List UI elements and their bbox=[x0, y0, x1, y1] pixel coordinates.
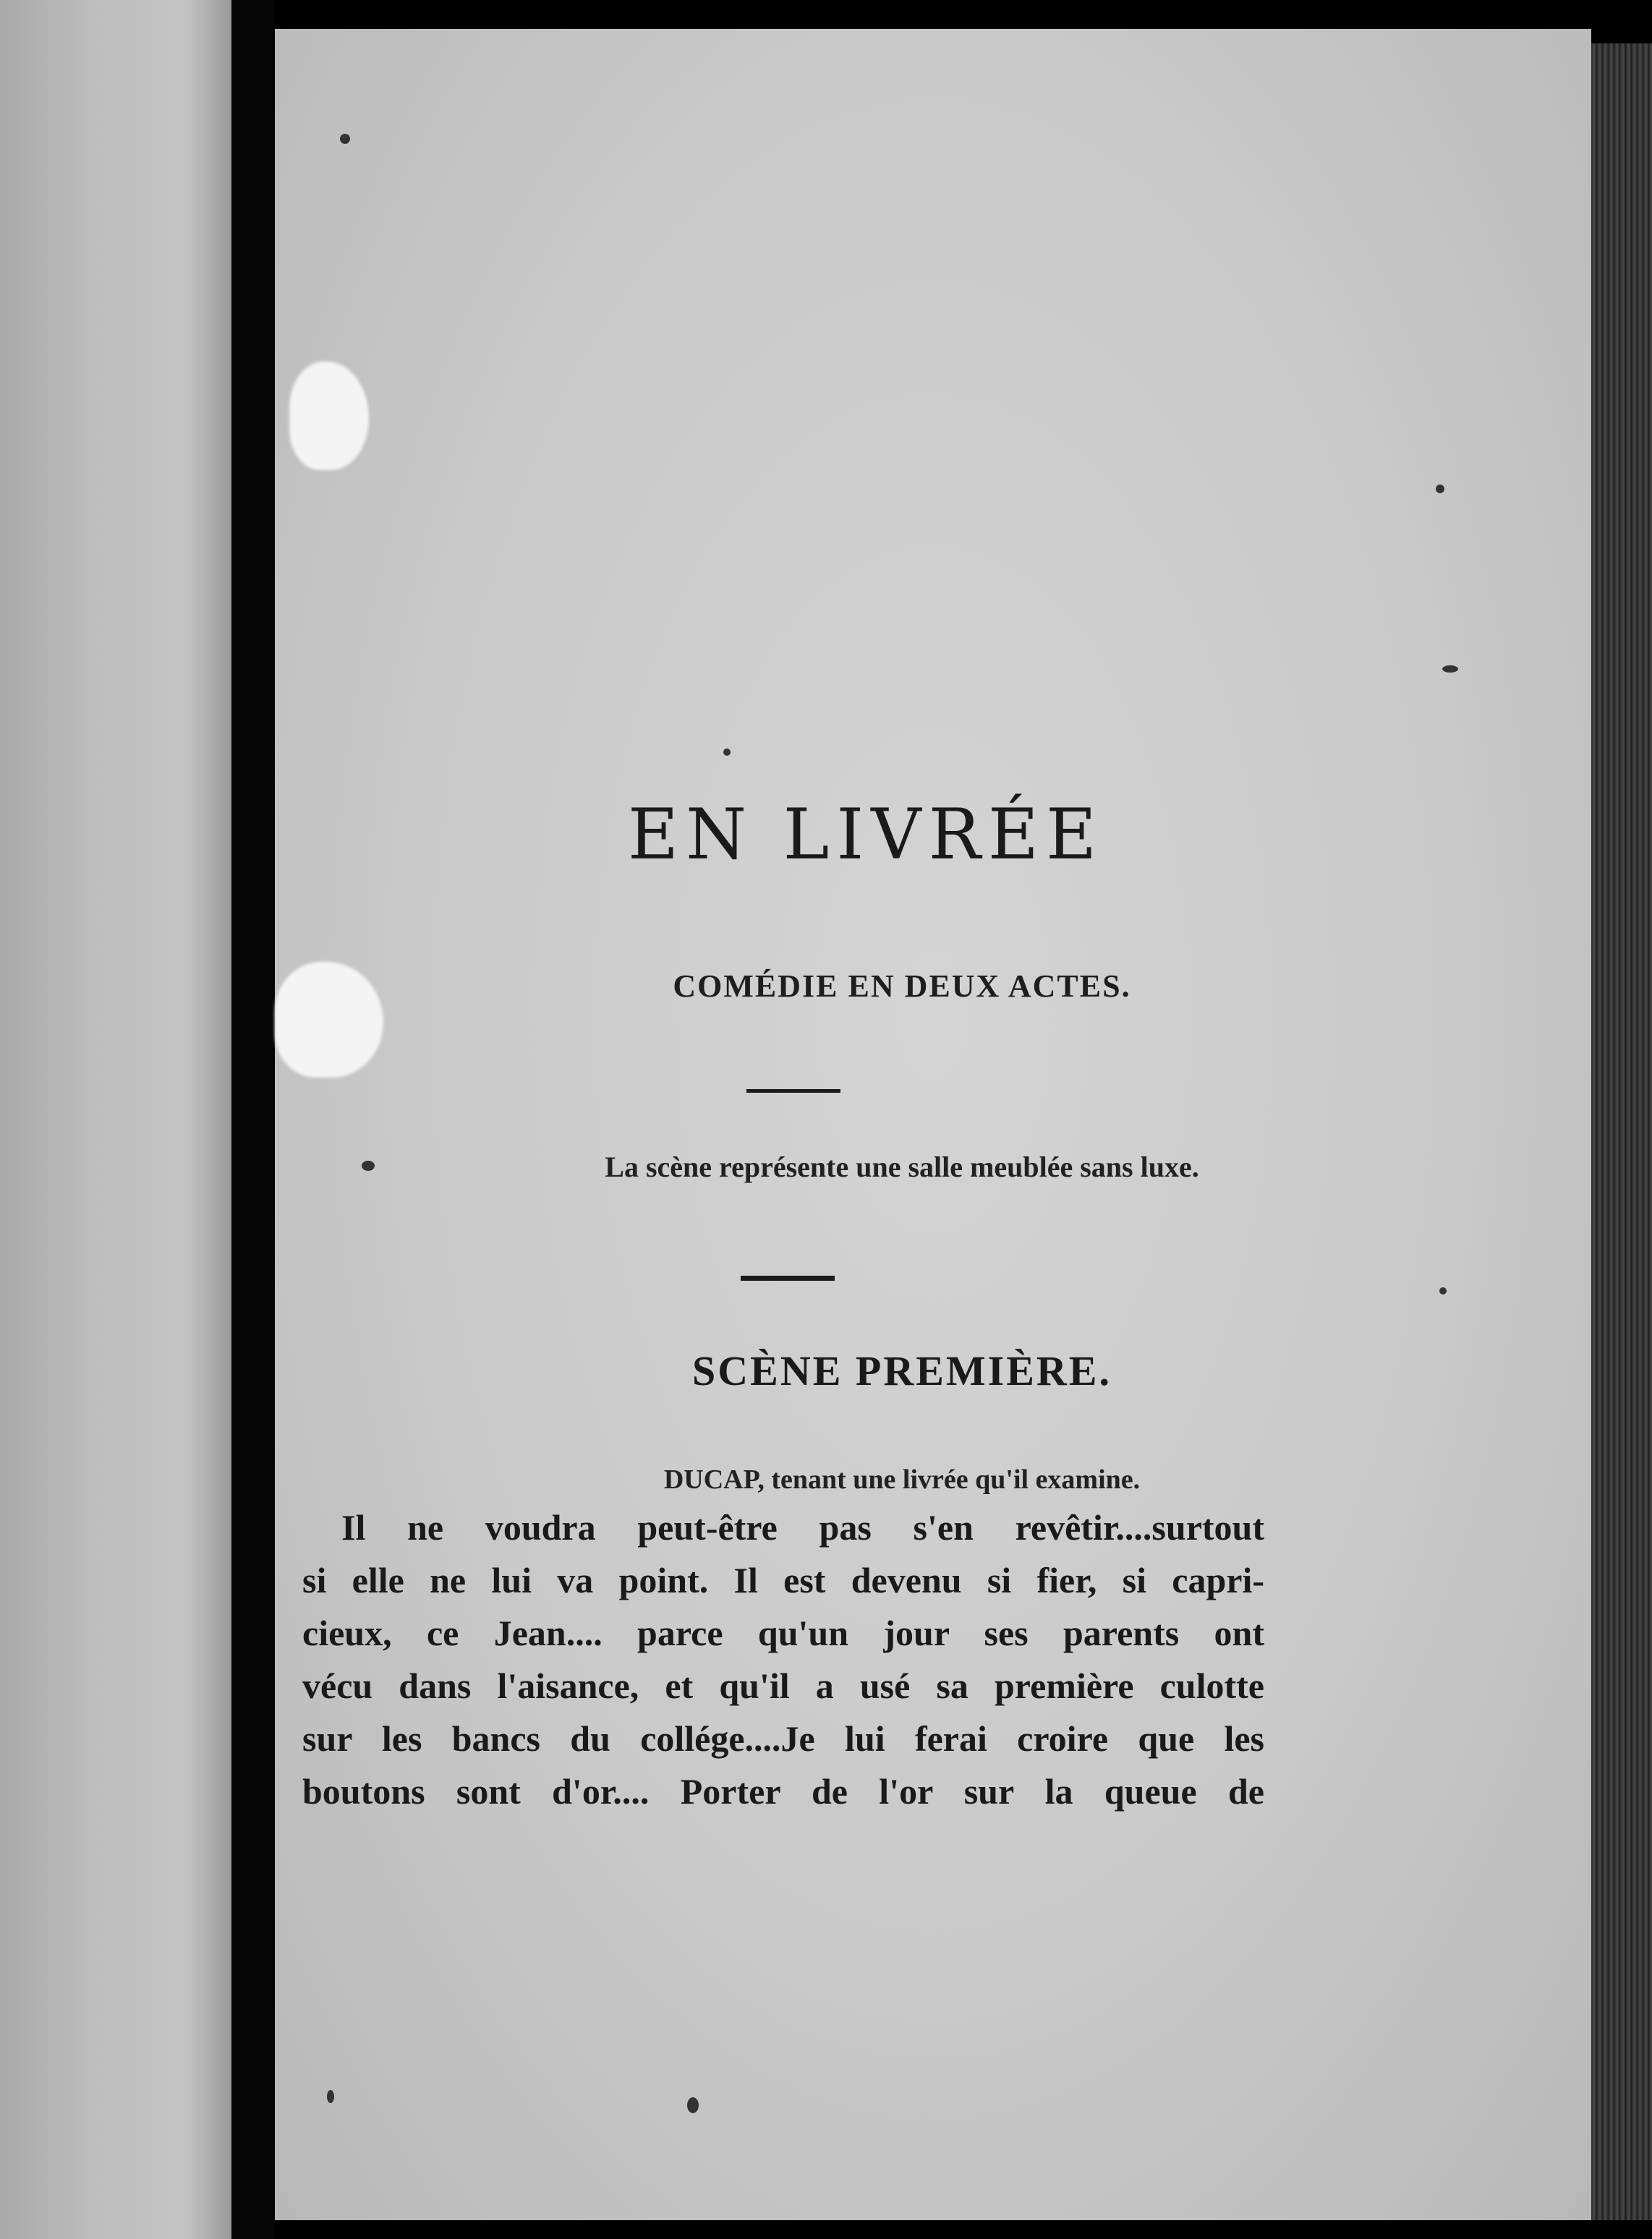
play-subtitle: COMÉDIE EN DEUX ACTES. bbox=[673, 968, 1131, 1004]
paper-blemish bbox=[289, 362, 369, 470]
ink-speck bbox=[1442, 665, 1458, 673]
ink-speck bbox=[327, 2090, 334, 2103]
scene-heading: SCÈNE PREMIÈRE. bbox=[692, 1347, 1112, 1394]
ink-speck bbox=[340, 134, 350, 144]
book-gutter bbox=[231, 0, 275, 2239]
play-title: EN LIVRÉE bbox=[627, 794, 1104, 875]
scene-setting: La scène représente une salle meublée sans luxe. bbox=[605, 1151, 1199, 1183]
facing-page bbox=[0, 0, 231, 2239]
text-line: vécu dans l'aisance, et qu'il a usé sa première culotte bbox=[302, 1666, 1264, 1706]
text-line: boutons sont d'or.... Porter de l'or sur la queue de bbox=[302, 1771, 1264, 1812]
ink-speck bbox=[687, 2097, 699, 2113]
text-line: sur les bancs du collége....Je lui ferai croire que les bbox=[302, 1718, 1264, 1759]
page-edges bbox=[1591, 43, 1652, 2220]
text-line: si elle ne lui va point. Il est devenu si fier, si capri- bbox=[302, 1560, 1264, 1600]
ink-speck bbox=[1436, 485, 1444, 493]
ink-speck bbox=[1439, 1287, 1447, 1295]
stage-direction: DUCAP, tenant une livrée qu'il examine. bbox=[663, 1464, 1141, 1495]
text-line: Il ne voudra peut-être pas s'en revêtir....surtout bbox=[341, 1507, 1264, 1548]
dialogue-paragraph bbox=[302, 1501, 1264, 1818]
text-line: cieux, ce Jean.... parce qu'un jour ses parents ont bbox=[302, 1613, 1264, 1653]
divider-rule bbox=[746, 1089, 840, 1093]
book-page bbox=[275, 29, 1591, 2220]
ink-speck bbox=[723, 749, 731, 756]
divider-rule bbox=[741, 1276, 835, 1281]
